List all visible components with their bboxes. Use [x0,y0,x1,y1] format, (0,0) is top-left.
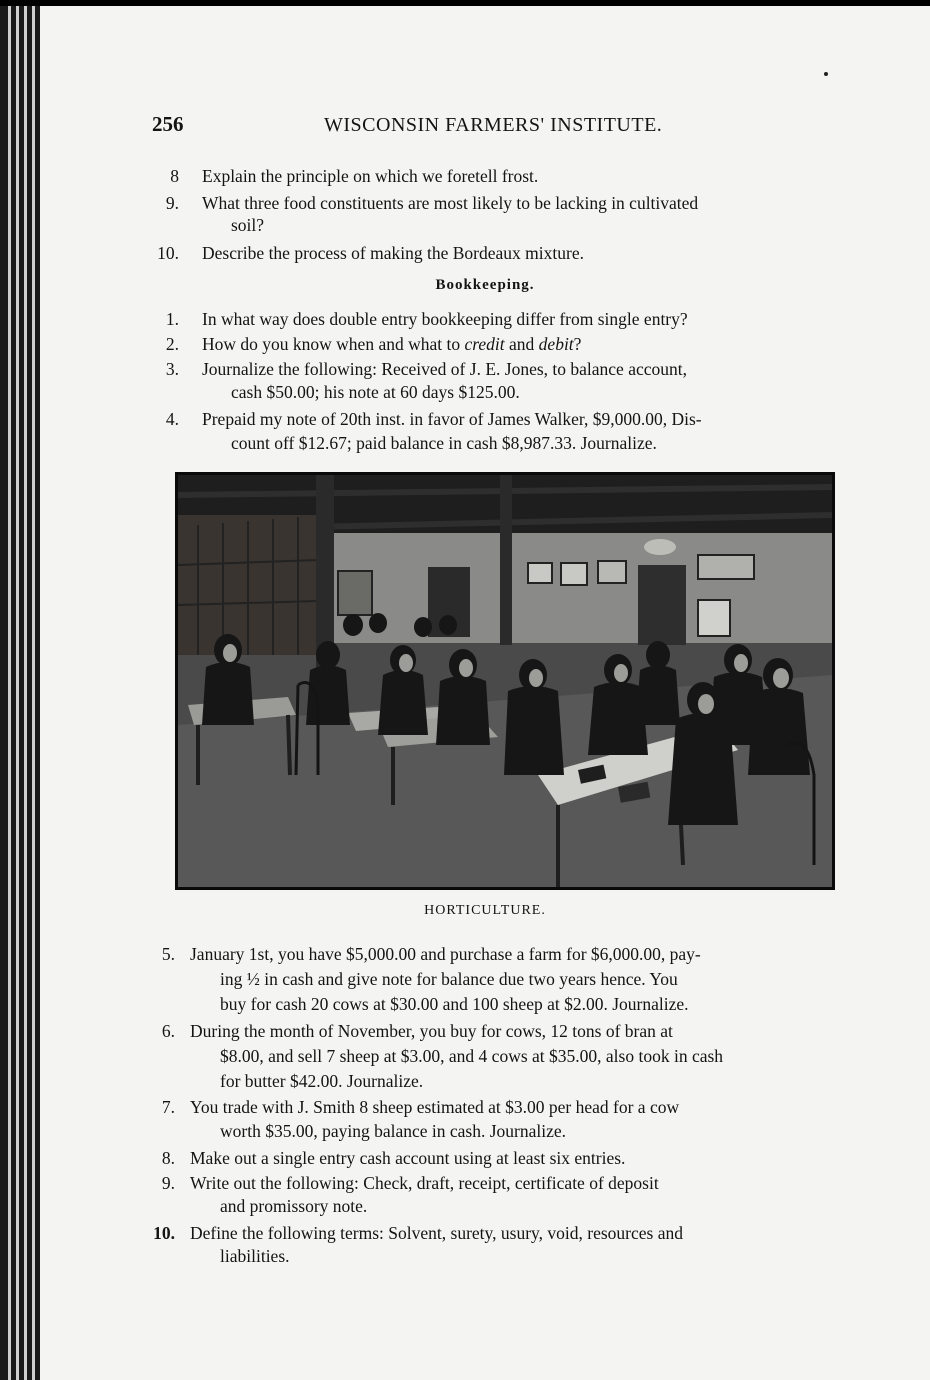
question-number: 1. [165,309,179,329]
question-number: 9. [161,1173,175,1193]
question-text: In what way does double entry bookkeeping differ from single entry? [202,309,688,329]
book-page-edges [0,6,40,1380]
italic-term: debit [538,334,574,354]
photo-illustration [178,475,832,887]
question-text-line: for butter $42.00. Journalize. [220,1071,424,1091]
question-number: 10. [157,243,179,263]
question-text-line: Make out a single entry cash account using at least six entries. [190,1148,626,1168]
question-text-line: liabilities. [220,1246,290,1266]
question-text-line: $8.00, and sell 7 sheep at $3.00, and 4 cows at $35.00, also took in cash [220,1046,724,1066]
question-text-line: Write out the following: Check, draft, receipt, certificate of deposit [190,1173,659,1193]
running-header [40,108,930,138]
question-text-part: How do you know when and what to [202,334,465,354]
question-number: 3. [165,359,179,379]
question-text [202,333,581,356]
ink-speck [824,72,828,76]
question-text-line: You trade with J. Smith 8 sheep estimated at $3.00 per head for a cow [190,1097,680,1117]
question-text-line: buy for cash 20 cows at $30.00 and 100 sheep at $2.00. Journalize. [220,994,689,1014]
question-text: Explain the principle on which we foretell frost. [202,166,539,186]
question-number: 4. [165,409,179,429]
question-number: 5. [161,944,175,964]
question-number: 9. [165,193,179,213]
question-text-line: and promissory note. [220,1196,368,1216]
question-text-continued: count off $12.67; paid balance in cash $8,987.33. Journalize. [231,433,657,453]
question-text-line: Define the following terms: Solvent, surety, usury, void, resources and [190,1223,683,1243]
page-edge-line [8,6,11,1380]
question-text: Journalize the following: Received of J. E. Jones, to balance account, [202,359,687,379]
question-text-line: ing ½ in cash and give note for balance due two years hence. You [220,969,678,989]
question-number: 10. [153,1223,175,1243]
photo-caption: HORTICULTURE. [424,903,546,918]
page-edge-line [16,6,19,1380]
question-text-continued: cash $50.00; his note at 60 days $125.00. [231,382,520,402]
book-page [40,6,930,1380]
page-number: 256 [152,112,184,136]
italic-term: credit [464,334,505,354]
page-edge-line [24,6,27,1380]
question-text-continued: soil? [231,215,265,235]
question-text-part: ? [573,334,582,354]
question-text-line: January 1st, you have $5,000.00 and purchase a farm for $6,000.00, pay- [190,944,701,964]
running-title: WISCONSIN FARMERS' INSTITUTE. [324,114,663,136]
question-number: 7. [161,1097,175,1117]
question-text: Prepaid my note of 20th inst. in favor of James Walker, $9,000.00, Dis- [202,409,702,429]
question-text-line: During the month of November, you buy for cows, 12 tons of bran at [190,1021,673,1041]
question-text-line: worth $35.00, paying balance in cash. Journalize. [220,1121,567,1141]
question-text: What three food constituents are most likely to be lacking in cultivated [202,193,699,213]
question-number: 8. [161,1148,175,1168]
question-number: 8 [170,166,179,186]
section-heading: Bookkeeping. [435,277,535,293]
question-number: 2. [165,334,179,354]
question-text: Describe the process of making the Bordeaux mixture. [202,243,584,263]
page-edge-line [32,6,35,1380]
question-text-part: and [504,334,539,354]
classroom-photograph [175,472,835,890]
question-number: 6. [161,1021,175,1041]
